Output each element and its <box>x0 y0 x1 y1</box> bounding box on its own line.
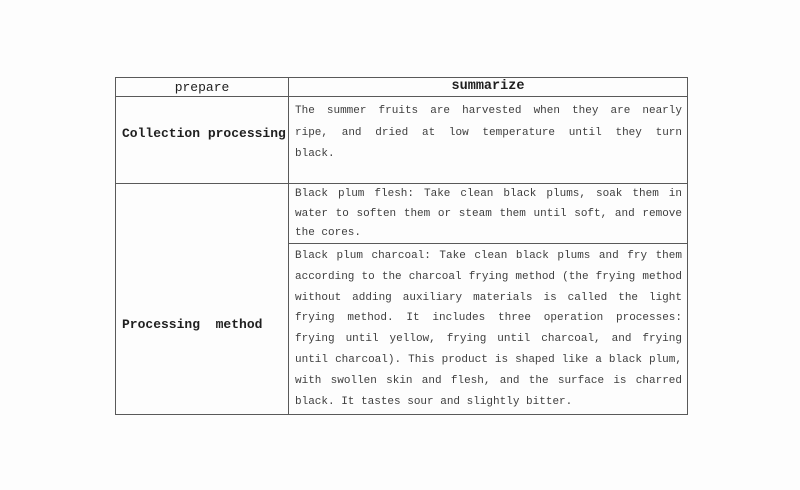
plum-preparation-table <box>115 77 688 415</box>
text-line: Black plum charcoal: Take clean black plums and fry them <box>295 250 682 262</box>
table-row-processing-method <box>116 184 687 414</box>
text-line: The summer fruits are harvested when they are nearly <box>295 105 682 117</box>
text-line: frying until yellow, frying until charcoal, and frying <box>295 333 682 346</box>
text-line: according to the charcoal frying method (the frying method <box>295 270 682 283</box>
text-line: without adding auxiliary materials is called the light <box>295 291 682 304</box>
table-header-row <box>116 78 687 97</box>
text-line: frying method. It includes three operation processes: <box>295 312 682 325</box>
column-header-prepare: prepare <box>174 79 230 95</box>
summary-black-plum-charcoal <box>289 244 687 414</box>
row-label-text: Collection processing <box>122 125 286 141</box>
processing-method-summaries <box>288 184 687 414</box>
column-header-summarize: summarize <box>288 78 687 96</box>
text-line: Black plum flesh: Take clean black plums, soak them in <box>295 188 682 200</box>
text-line: the cores. <box>295 227 362 239</box>
summary-black-plum-flesh <box>289 184 687 244</box>
row-label-text: Processing method <box>122 316 263 332</box>
table-row-collection-processing <box>116 97 687 184</box>
text-line: black. <box>295 148 335 160</box>
text-line: black. It tastes sour and slightly bitter. <box>295 395 573 408</box>
text-line: with swollen skin and flesh, and the surface is charred <box>295 374 682 387</box>
row-label-collection-processing <box>116 97 288 183</box>
text-line: water to soften them or steam them until soft, and remove <box>295 207 682 220</box>
text-line: until charcoal). This product is shaped like a black plum, <box>295 353 682 366</box>
text-line: ripe, and dried at low temperature until they turn <box>295 126 682 139</box>
summary-collection-processing <box>288 97 687 183</box>
row-label-processing-method <box>116 184 288 414</box>
